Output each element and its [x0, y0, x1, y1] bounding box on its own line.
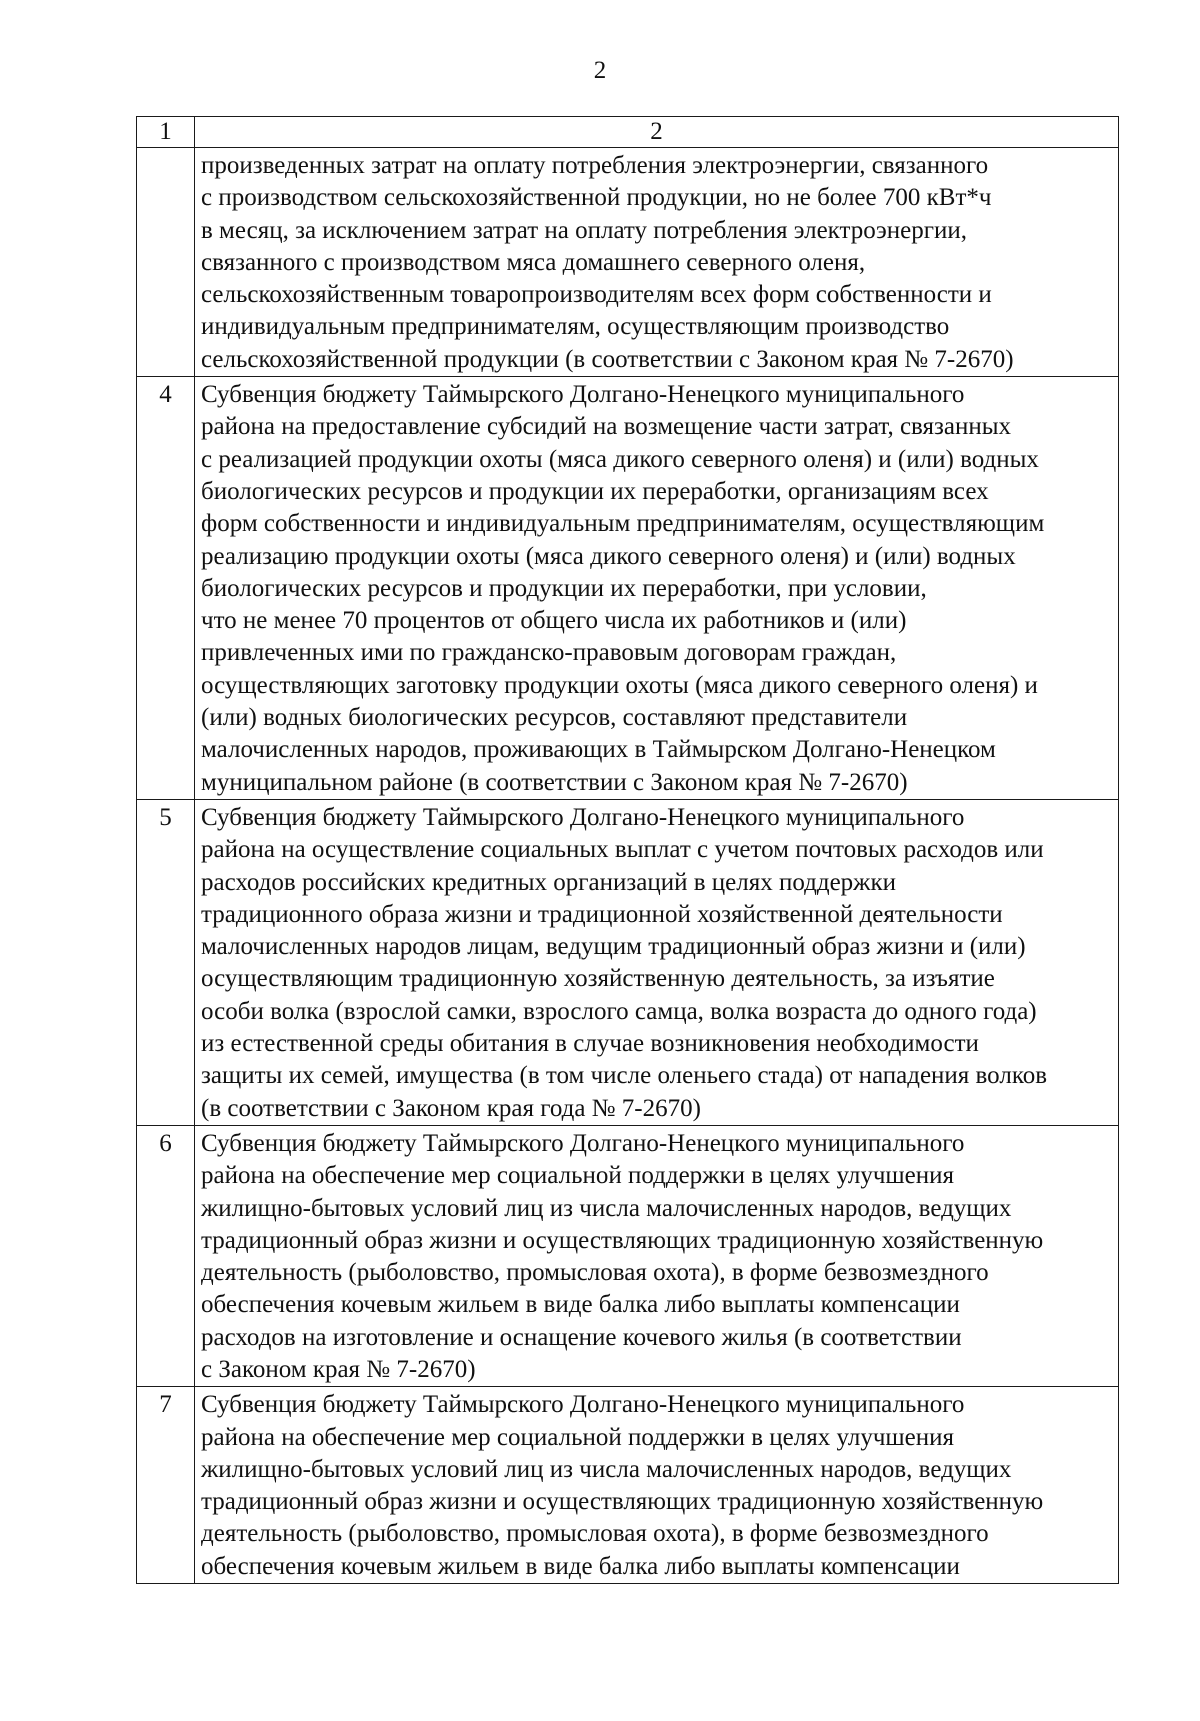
- table-row: [137, 377, 1119, 800]
- text-line: осуществляющим традиционную хозяйственную деятельность, за изъятие: [201, 965, 995, 993]
- text-line: обеспечения кочевым жильем в виде балка либо выплаты компенсации: [201, 1552, 960, 1580]
- row-text-cell: [195, 377, 1119, 800]
- text-line: сельскохозяйственным товаропроизводителям всех форм собственности и: [201, 281, 992, 309]
- row-number-cell: [137, 148, 195, 377]
- text-line: (или) водных биологических ресурсов, составляют представители: [201, 704, 908, 732]
- row-text-cell: [195, 1125, 1119, 1386]
- text-line: деятельность (рыболовство, промысловая охота), в форме безвозмездного: [201, 1520, 989, 1548]
- text-line: расходов российских кредитных организаций в целях поддержки: [201, 868, 896, 896]
- text-line: деятельность (рыболовство, промысловая охота), в форме безвозмездного: [201, 1259, 989, 1287]
- text-line: с производством сельскохозяйственной продукции, но не более 700 кВт*ч: [201, 184, 992, 212]
- row-number-cell: 5: [137, 799, 195, 1125]
- row-text-cell: [195, 148, 1119, 377]
- text-line: района на обеспечение мер социальной поддержки в целях улучшения: [201, 1423, 955, 1451]
- text-line: из естественной среды обитания в случае возникновения необходимости: [201, 1030, 979, 1058]
- text-line: в месяц, за исключением затрат на оплату потребления электроэнергии,: [201, 216, 967, 244]
- text-line: с реализацией продукции охоты (мяса дикого северного оленя) и (или) водных: [201, 445, 1039, 473]
- row-number-cell: 4: [137, 377, 195, 800]
- text-line: жилищно-бытовых условий лиц из числа малочисленных народов, ведущих: [201, 1194, 1012, 1222]
- text-line: с Законом края № 7-2670): [201, 1355, 476, 1383]
- text-line: Субвенция бюджету Таймырского Долгано-Ненецкого муниципального: [201, 1391, 965, 1419]
- row-number-cell: 6: [137, 1125, 195, 1386]
- row-text-cell: [195, 1387, 1119, 1584]
- text-line: биологических ресурсов и продукции их переработки, при условии,: [201, 574, 927, 602]
- text-line: сельскохозяйственной продукции (в соответствии с Законом края № 7-2670): [201, 345, 1014, 373]
- text-line: привлеченных ими по гражданско-правовым договорам граждан,: [201, 639, 897, 667]
- table-row: [137, 799, 1119, 1125]
- text-line: что не менее 70 процентов от общего числа их работников и (или): [201, 607, 907, 635]
- page-number: 2: [593, 57, 607, 84]
- text-line: традиционного образа жизни и традиционной хозяйственной деятельности: [201, 900, 1003, 928]
- row-text-cell: [195, 799, 1119, 1125]
- row-number-cell: 7: [137, 1387, 195, 1584]
- subvention-table: [136, 116, 1119, 1584]
- header-cell-description: 2: [195, 117, 1119, 148]
- text-line: Субвенция бюджету Таймырского Долгано-Ненецкого муниципального: [201, 1129, 965, 1157]
- table-row: [137, 1387, 1119, 1584]
- text-line: традиционный образ жизни и осуществляющих традиционную хозяйственную: [201, 1226, 1044, 1254]
- text-line: Субвенция бюджету Таймырского Долгано-Ненецкого муниципального: [201, 803, 965, 831]
- text-line: биологических ресурсов и продукции их переработки, организациям всех: [201, 477, 989, 505]
- header-cell-number: 1: [137, 117, 195, 148]
- text-line: обеспечения кочевым жильем в виде балка либо выплаты компенсации: [201, 1291, 960, 1319]
- text-line: района на обеспечение мер социальной поддержки в целях улучшения: [201, 1162, 955, 1190]
- text-line: расходов на изготовление и оснащение кочевого жилья (в соответствии: [201, 1323, 962, 1351]
- text-line: малочисленных народов лицам, ведущим традиционный образ жизни и (или): [201, 933, 1026, 961]
- text-line: Субвенция бюджету Таймырского Долгано-Ненецкого муниципального: [201, 381, 965, 409]
- text-line: особи волка (взрослой самки, взрослого самца, волка возраста до одного года): [201, 997, 1037, 1025]
- text-line: произведенных затрат на оплату потребления электроэнергии, связанного: [201, 152, 989, 179]
- text-line: защиты их семей, имущества (в том числе оленьего стада) от нападения волков: [201, 1062, 1048, 1090]
- table-row: [137, 1125, 1119, 1386]
- table-row: [137, 148, 1119, 377]
- text-line: района на осуществление социальных выплат с учетом почтовых расходов или: [201, 836, 1044, 864]
- text-line: связанного с производством мяса домашнего северного оленя,: [201, 248, 866, 276]
- text-line: реализацию продукции охоты (мяса дикого северного оленя) и (или) водных: [201, 542, 1016, 570]
- text-line: муниципальном районе (в соответствии с Законом края № 7-2670): [201, 768, 908, 796]
- text-line: индивидуальным предпринимателям, осуществляющим производство: [201, 313, 950, 341]
- text-line: форм собственности и индивидуальным предпринимателям, осуществляющим: [201, 510, 1045, 538]
- text-line: осуществляющих заготовку продукции охоты (мяса дикого северного оленя) и: [201, 671, 1038, 699]
- text-line: малочисленных народов, проживающих в Таймырском Долгано-Ненецком: [201, 736, 996, 764]
- text-line: района на предоставление субсидий на возмещение части затрат, связанных: [201, 413, 1012, 441]
- text-line: (в соответствии с Законом края года № 7-2670): [201, 1094, 701, 1122]
- text-line: жилищно-бытовых условий лиц из числа малочисленных народов, ведущих: [201, 1455, 1012, 1483]
- text-line: традиционный образ жизни и осуществляющих традиционную хозяйственную: [201, 1488, 1044, 1516]
- table-header-row: [137, 117, 1119, 148]
